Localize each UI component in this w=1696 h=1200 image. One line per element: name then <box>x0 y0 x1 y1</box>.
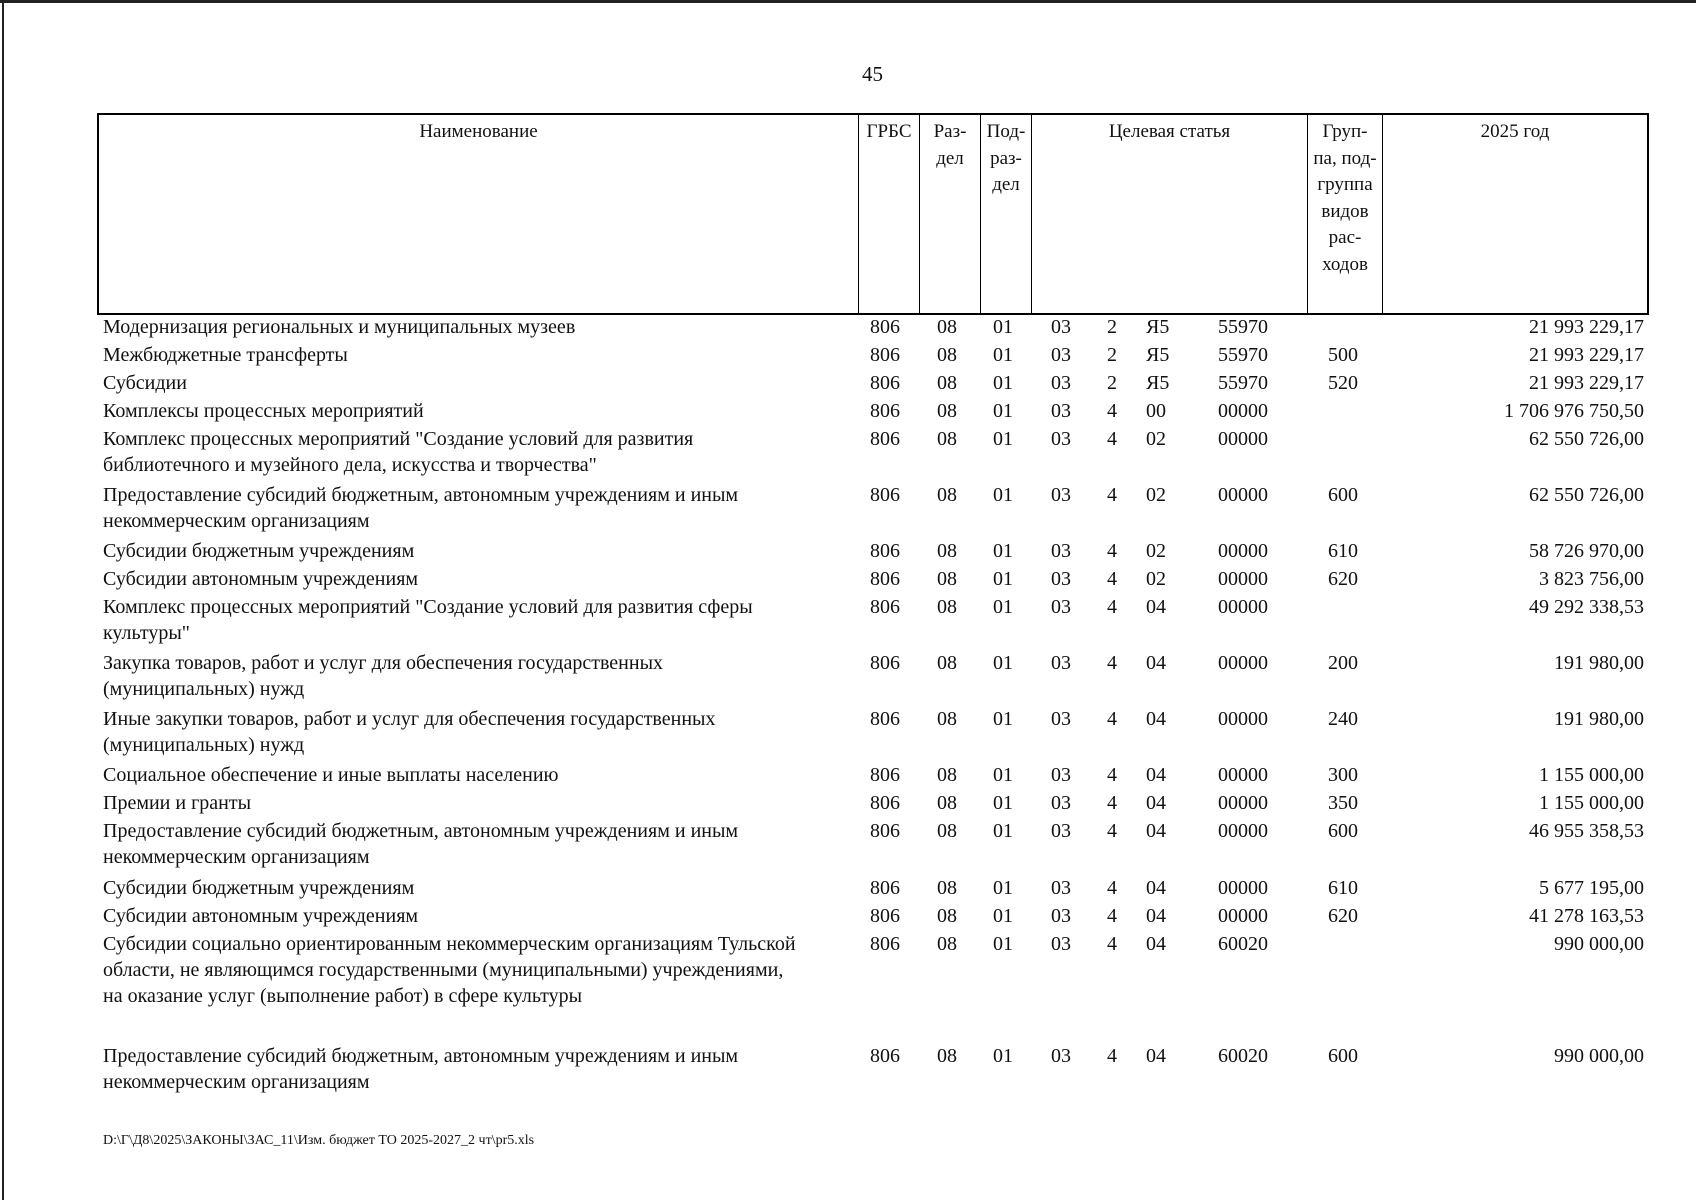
row-amount: 21 993 229,17 <box>1529 316 1644 338</box>
row-razdel: 08 <box>937 344 957 366</box>
header-podrazdel-line: Под- <box>986 121 1026 142</box>
row-amount: 5 677 195,00 <box>1539 877 1644 899</box>
row-vr: 240 <box>1328 708 1358 730</box>
row-vr: 620 <box>1328 905 1358 927</box>
row-cs-program: 03 <box>1051 344 1071 366</box>
row-podrazdel: 01 <box>993 764 1013 786</box>
header-gruppa-line: па, под- <box>1313 147 1377 169</box>
row-grbs: 806 <box>870 484 900 506</box>
row-name-line: Модернизация региональных и муниципальных музеев <box>103 316 576 338</box>
row-name <box>103 1043 863 1095</box>
row-podrazdel: 01 <box>993 372 1013 394</box>
row-podrazdel: 01 <box>993 652 1013 674</box>
row-cs-program: 03 <box>1051 568 1071 590</box>
row-cs-type: 4 <box>1107 540 1117 562</box>
row-cs-direction: 00000 <box>1218 905 1268 927</box>
row-amount: 62 550 726,00 <box>1529 428 1644 450</box>
row-grbs: 806 <box>870 344 900 366</box>
row-cs-element: 04 <box>1146 1045 1166 1067</box>
row-podrazdel: 01 <box>993 484 1013 506</box>
row-cs-direction: 00000 <box>1218 540 1268 562</box>
row-vr: 600 <box>1328 1045 1358 1067</box>
row-name <box>103 566 863 592</box>
row-name-line: Закупка товаров, работ и услуг для обеспечения государственных <box>103 652 664 674</box>
row-cs-type: 4 <box>1107 652 1117 674</box>
row-razdel: 08 <box>937 540 957 562</box>
row-cs-type: 2 <box>1107 316 1117 338</box>
row-name-line: на оказание услуг (выполнение работ) в сфере культуры <box>103 985 583 1007</box>
row-amount: 21 993 229,17 <box>1529 372 1644 394</box>
row-vr: 600 <box>1328 820 1358 842</box>
row-name <box>103 342 863 368</box>
row-name-line: Предоставление субсидий бюджетным, автономным учреждениям и иным <box>103 820 739 842</box>
row-cs-element: 04 <box>1146 596 1166 618</box>
row-name <box>103 314 863 340</box>
row-name <box>103 931 863 1009</box>
row-cs-element: Я5 <box>1146 344 1170 366</box>
row-podrazdel: 01 <box>993 316 1013 338</box>
row-cs-type: 4 <box>1107 596 1117 618</box>
row-amount: 21 993 229,17 <box>1529 344 1644 366</box>
row-name <box>103 426 863 478</box>
row-name-line: библиотечного и музейного дела, искусства и творчества" <box>103 454 597 476</box>
row-grbs: 806 <box>870 568 900 590</box>
row-name-line: Предоставление субсидий бюджетным, автономным учреждениям и иным <box>103 484 739 506</box>
header-podrazdel <box>980 115 1031 313</box>
page-number: 45 <box>862 62 883 86</box>
header-razdel <box>919 115 980 313</box>
row-grbs: 806 <box>870 1045 900 1067</box>
header-gruppa-line: Груп- <box>1322 121 1368 142</box>
row-podrazdel: 01 <box>993 792 1013 814</box>
row-grbs: 806 <box>870 316 900 338</box>
row-cs-element: Я5 <box>1146 372 1170 394</box>
row-cs-type: 4 <box>1107 877 1117 899</box>
row-name <box>103 706 863 758</box>
row-razdel: 08 <box>937 316 957 338</box>
header-podrazdel-line: раз- <box>990 147 1022 169</box>
row-name <box>103 594 863 646</box>
row-name-line: Комплекс процессных мероприятий "Создание условий для развития <box>103 428 694 450</box>
row-name <box>103 790 863 816</box>
row-vr: 300 <box>1328 764 1358 786</box>
row-podrazdel: 01 <box>993 1045 1013 1067</box>
header-year <box>1382 115 1647 313</box>
row-razdel: 08 <box>937 820 957 842</box>
row-vr: 200 <box>1328 652 1358 674</box>
row-cs-type: 4 <box>1107 708 1117 730</box>
row-razdel: 08 <box>937 933 957 955</box>
header-gruppa-line: группа <box>1317 174 1373 195</box>
row-name-line: Социальное обеспечение и иные выплаты населению <box>103 764 559 786</box>
row-podrazdel: 01 <box>993 344 1013 366</box>
row-podrazdel: 01 <box>993 820 1013 842</box>
row-amount: 3 823 756,00 <box>1539 568 1644 590</box>
row-grbs: 806 <box>870 933 900 955</box>
row-grbs: 806 <box>870 540 900 562</box>
row-cs-program: 03 <box>1051 372 1071 394</box>
row-podrazdel: 01 <box>993 596 1013 618</box>
row-cs-direction: 60020 <box>1218 933 1268 955</box>
row-cs-element: Я5 <box>1146 316 1170 338</box>
row-cs-program: 03 <box>1051 933 1071 955</box>
row-cs-direction: 00000 <box>1218 596 1268 618</box>
row-name-line: Предоставление субсидий бюджетным, автономным учреждениям и иным <box>103 1045 739 1067</box>
row-name <box>103 903 863 929</box>
row-cs-direction: 00000 <box>1218 400 1268 422</box>
row-cs-program: 03 <box>1051 316 1071 338</box>
row-cs-element: 04 <box>1146 764 1166 786</box>
row-grbs: 806 <box>870 905 900 927</box>
header-naimenovanie-label: Наименование <box>419 121 538 142</box>
row-name <box>103 875 863 901</box>
row-cs-direction: 55970 <box>1218 372 1268 394</box>
row-cs-direction: 00000 <box>1218 708 1268 730</box>
row-name-line: Субсидии <box>103 372 187 394</box>
row-name-line: (муниципальных) нужд <box>103 734 305 756</box>
row-razdel: 08 <box>937 792 957 814</box>
row-name <box>103 482 863 534</box>
row-amount: 41 278 163,53 <box>1529 905 1644 927</box>
row-cs-element: 02 <box>1146 568 1166 590</box>
row-name-line: некоммерческим организациям <box>103 510 370 532</box>
row-grbs: 806 <box>870 596 900 618</box>
row-amount: 1 706 976 750,50 <box>1504 400 1644 422</box>
row-amount: 990 000,00 <box>1554 1045 1644 1067</box>
row-razdel: 08 <box>937 877 957 899</box>
row-cs-direction: 00000 <box>1218 652 1268 674</box>
row-name-line: области, не являющимся государственными (муниципальными) учреждениями, <box>103 959 784 981</box>
row-cs-direction: 55970 <box>1218 344 1268 366</box>
row-amount: 46 955 358,53 <box>1529 820 1644 842</box>
header-grbs-label: ГРБС <box>866 121 912 142</box>
row-name-line: Субсидии бюджетным учреждениям <box>103 877 415 899</box>
row-cs-element: 04 <box>1146 652 1166 674</box>
row-name-line: Иные закупки товаров, работ и услуг для обеспечения государственных <box>103 708 716 730</box>
row-cs-element: 00 <box>1146 400 1166 422</box>
row-cs-element: 04 <box>1146 792 1166 814</box>
row-razdel: 08 <box>937 484 957 506</box>
row-razdel: 08 <box>937 428 957 450</box>
header-grbs <box>858 115 919 313</box>
row-name <box>103 538 863 564</box>
row-cs-type: 4 <box>1107 792 1117 814</box>
row-razdel: 08 <box>937 764 957 786</box>
row-cs-type: 2 <box>1107 372 1117 394</box>
row-cs-program: 03 <box>1051 792 1071 814</box>
row-cs-element: 04 <box>1146 905 1166 927</box>
row-amount: 990 000,00 <box>1554 933 1644 955</box>
page-border-left <box>2 0 4 1200</box>
row-cs-program: 03 <box>1051 708 1071 730</box>
row-cs-direction: 60020 <box>1218 1045 1268 1067</box>
header-naimenovanie <box>99 115 858 313</box>
row-cs-element: 04 <box>1146 820 1166 842</box>
header-gruppa-line: видов <box>1321 200 1369 222</box>
row-amount: 49 292 338,53 <box>1529 596 1644 618</box>
row-name <box>103 398 863 424</box>
row-grbs: 806 <box>870 792 900 814</box>
row-grbs: 806 <box>870 428 900 450</box>
row-cs-program: 03 <box>1051 428 1071 450</box>
row-cs-type: 4 <box>1107 764 1117 786</box>
row-podrazdel: 01 <box>993 708 1013 730</box>
header-razdel-line: дел <box>936 147 964 169</box>
row-amount: 191 980,00 <box>1554 708 1644 730</box>
row-name-line: Премии и гранты <box>103 792 252 814</box>
row-cs-direction: 00000 <box>1218 792 1268 814</box>
row-grbs: 806 <box>870 652 900 674</box>
row-cs-program: 03 <box>1051 484 1071 506</box>
row-razdel: 08 <box>937 708 957 730</box>
row-name-line: Субсидии социально ориентированным некоммерческим организациям Тульской <box>103 933 796 955</box>
row-cs-direction: 00000 <box>1218 484 1268 506</box>
row-grbs: 806 <box>870 877 900 899</box>
footer-file-path: D:\Г\Д8\2025\ЗАКОНЫ\ЗАС_11\Изм. бюджет ТО 2025-2027_2 чт\pr5.xls <box>103 1133 535 1148</box>
row-cs-direction: 00000 <box>1218 877 1268 899</box>
row-razdel: 08 <box>937 400 957 422</box>
row-grbs: 806 <box>870 764 900 786</box>
row-name <box>103 650 863 702</box>
row-grbs: 806 <box>870 400 900 422</box>
row-razdel: 08 <box>937 1045 957 1067</box>
row-cs-element: 04 <box>1146 877 1166 899</box>
row-cs-type: 4 <box>1107 400 1117 422</box>
row-amount: 62 550 726,00 <box>1529 484 1644 506</box>
row-razdel: 08 <box>937 905 957 927</box>
row-cs-direction: 00000 <box>1218 764 1268 786</box>
row-name-line: Субсидии автономным учреждениям <box>103 905 419 927</box>
row-cs-program: 03 <box>1051 540 1071 562</box>
row-amount: 1 155 000,00 <box>1539 792 1644 814</box>
row-razdel: 08 <box>937 568 957 590</box>
row-name-line: Субсидии автономным учреждениям <box>103 568 419 590</box>
row-amount: 191 980,00 <box>1554 652 1644 674</box>
header-gruppa-line: ходов <box>1322 253 1368 275</box>
row-podrazdel: 01 <box>993 905 1013 927</box>
row-cs-program: 03 <box>1051 400 1071 422</box>
row-cs-program: 03 <box>1051 596 1071 618</box>
row-vr: 350 <box>1328 792 1358 814</box>
row-podrazdel: 01 <box>993 428 1013 450</box>
row-cs-program: 03 <box>1051 820 1071 842</box>
row-cs-type: 4 <box>1107 428 1117 450</box>
row-cs-type: 2 <box>1107 344 1117 366</box>
row-cs-direction: 00000 <box>1218 428 1268 450</box>
row-razdel: 08 <box>937 652 957 674</box>
row-cs-program: 03 <box>1051 652 1071 674</box>
row-cs-direction: 55970 <box>1218 316 1268 338</box>
row-razdel: 08 <box>937 596 957 618</box>
row-name-line: Межбюджетные трансферты <box>103 344 348 366</box>
row-vr: 620 <box>1328 568 1358 590</box>
row-name <box>103 818 863 870</box>
row-cs-direction: 00000 <box>1218 568 1268 590</box>
row-cs-element: 02 <box>1146 484 1166 506</box>
row-cs-program: 03 <box>1051 905 1071 927</box>
row-vr: 500 <box>1328 344 1358 366</box>
row-vr: 600 <box>1328 484 1358 506</box>
row-amount: 58 726 970,00 <box>1529 540 1644 562</box>
row-cs-type: 4 <box>1107 1045 1117 1067</box>
row-cs-direction: 00000 <box>1218 820 1268 842</box>
row-vr: 610 <box>1328 877 1358 899</box>
row-vr: 520 <box>1328 372 1358 394</box>
header-celevaya-statya <box>1031 115 1307 313</box>
row-podrazdel: 01 <box>993 933 1013 955</box>
header-razdel-line: Раз- <box>933 121 967 142</box>
row-cs-program: 03 <box>1051 877 1071 899</box>
header-gruppa-line: рас- <box>1328 227 1362 248</box>
row-grbs: 806 <box>870 708 900 730</box>
header-year-label: 2025 год <box>1480 121 1550 142</box>
row-cs-program: 03 <box>1051 1045 1071 1067</box>
row-podrazdel: 01 <box>993 877 1013 899</box>
row-amount: 1 155 000,00 <box>1539 764 1644 786</box>
row-grbs: 806 <box>870 820 900 842</box>
row-name-line: некоммерческим организациям <box>103 846 370 868</box>
row-cs-type: 4 <box>1107 933 1117 955</box>
row-cs-type: 4 <box>1107 905 1117 927</box>
row-razdel: 08 <box>937 372 957 394</box>
row-name-line: Комплекс процессных мероприятий "Создание условий для развития сферы <box>103 596 753 618</box>
row-cs-element: 02 <box>1146 428 1166 450</box>
row-name-line: (муниципальных) нужд <box>103 678 305 700</box>
row-name-line: культуры" <box>103 622 190 644</box>
row-cs-type: 4 <box>1107 820 1117 842</box>
row-name-line: Субсидии бюджетным учреждениям <box>103 540 415 562</box>
row-cs-type: 4 <box>1107 484 1117 506</box>
row-cs-program: 03 <box>1051 764 1071 786</box>
row-name-line: Комплексы процессных мероприятий <box>103 400 424 422</box>
row-name <box>103 762 863 788</box>
row-podrazdel: 01 <box>993 400 1013 422</box>
table-header <box>97 113 1649 315</box>
row-vr: 610 <box>1328 540 1358 562</box>
row-podrazdel: 01 <box>993 540 1013 562</box>
row-grbs: 806 <box>870 372 900 394</box>
header-gruppa-vr <box>1307 115 1382 313</box>
row-cs-element: 04 <box>1146 708 1166 730</box>
row-cs-element: 04 <box>1146 933 1166 955</box>
row-cs-element: 02 <box>1146 540 1166 562</box>
header-podrazdel-line: дел <box>992 174 1020 195</box>
row-name-line: некоммерческим организациям <box>103 1071 370 1093</box>
row-name <box>103 370 863 396</box>
row-cs-type: 4 <box>1107 568 1117 590</box>
row-podrazdel: 01 <box>993 568 1013 590</box>
header-celevaya-statya-label: Целевая статья <box>1108 121 1231 142</box>
page-border-top <box>0 0 1696 3</box>
